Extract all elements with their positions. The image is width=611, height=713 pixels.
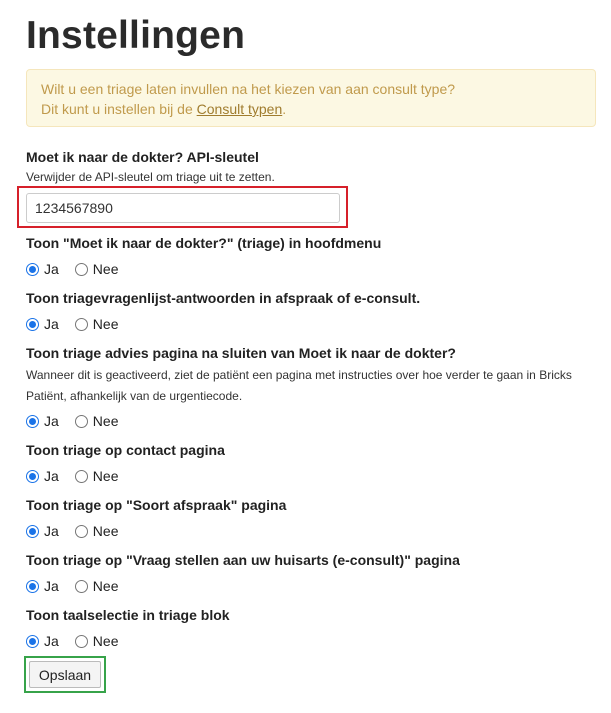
setting-radios-advice (26, 413, 134, 429)
radio-label-nee: Nee (92, 261, 119, 277)
radio-checked-icon[interactable] (26, 470, 39, 483)
alert-line-1: Wilt u een triage laten invullen na het kiezen van aan consult type? (41, 81, 456, 97)
setting-radios-answers (26, 316, 134, 332)
radio-label-nee: Nee (92, 633, 119, 649)
radio-nee-appointment-type[interactable] (75, 523, 119, 539)
radio-label-nee: Nee (92, 578, 119, 594)
consult-typen-link[interactable]: Consult typen (196, 101, 283, 117)
radio-ja-answers[interactable] (26, 316, 59, 332)
setting-radios-econsult (26, 578, 134, 594)
setting-label-econsult: Toon triage op "Vraag stellen aan uw huisarts (e-consult)" pagina (26, 552, 460, 568)
setting-label-advice: Toon triage advies pagina na sluiten van Moet ik naar de dokter? (26, 345, 456, 361)
page-title: Instellingen (26, 14, 246, 57)
radio-checked-icon[interactable] (26, 415, 39, 428)
setting-radios-contact (26, 468, 134, 484)
radio-unchecked-icon[interactable] (75, 263, 88, 276)
radio-ja-advice[interactable] (26, 413, 59, 429)
info-alert (26, 69, 596, 127)
setting-help-advice-2: Patiënt, afhankelijk van de urgentiecode. (26, 389, 243, 403)
radio-ja-language[interactable] (26, 633, 59, 649)
alert-line-2-prefix: Dit kunt u instellen bij de (41, 101, 197, 117)
radio-label-nee: Nee (92, 316, 119, 332)
setting-radios-menu (26, 261, 134, 277)
api-key-input[interactable] (26, 193, 340, 223)
radio-ja-econsult[interactable] (26, 578, 59, 594)
setting-advice-page (26, 345, 572, 407)
radio-nee-contact[interactable] (75, 468, 119, 484)
setting-radios-language (26, 633, 134, 649)
radio-nee-language[interactable] (75, 633, 119, 649)
radio-label-nee: Nee (92, 468, 119, 484)
setting-help-advice-1: Wanneer dit is geactiveerd, ziet de patiënt een pagina met instructies over hoe verder te gaan in Bricks (26, 368, 572, 382)
radio-nee-econsult[interactable] (75, 578, 119, 594)
radio-unchecked-icon[interactable] (75, 580, 88, 593)
radio-unchecked-icon[interactable] (75, 525, 88, 538)
api-key-label: Moet ik naar de dokter? API-sleutel (26, 149, 259, 165)
radio-label-ja: Ja (44, 578, 59, 594)
setting-label-answers: Toon triagevragenlijst-antwoorden in afspraak of e-consult. (26, 290, 421, 306)
api-key-section (26, 149, 275, 188)
radio-checked-icon[interactable] (26, 318, 39, 331)
radio-ja-menu[interactable] (26, 261, 59, 277)
setting-label-contact: Toon triage op contact pagina (26, 442, 225, 458)
alert-line-2-suffix: . (282, 101, 287, 117)
radio-label-nee: Nee (92, 413, 119, 429)
setting-radios-appointment-type (26, 523, 134, 539)
radio-nee-menu[interactable] (75, 261, 119, 277)
radio-nee-answers[interactable] (75, 316, 119, 332)
radio-ja-appointment-type[interactable] (26, 523, 59, 539)
setting-label-menu: Toon "Moet ik naar de dokter?" (triage) in hoofdmenu (26, 235, 382, 251)
save-button[interactable]: Opslaan (29, 661, 101, 688)
radio-checked-icon[interactable] (26, 580, 39, 593)
radio-unchecked-icon[interactable] (75, 470, 88, 483)
radio-label-ja: Ja (44, 261, 59, 277)
radio-label-ja: Ja (44, 523, 59, 539)
radio-label-ja: Ja (44, 468, 59, 484)
radio-nee-advice[interactable] (75, 413, 119, 429)
radio-unchecked-icon[interactable] (75, 415, 88, 428)
radio-label-ja: Ja (44, 413, 59, 429)
radio-checked-icon[interactable] (26, 525, 39, 538)
radio-unchecked-icon[interactable] (75, 318, 88, 331)
radio-checked-icon[interactable] (26, 263, 39, 276)
radio-label-ja: Ja (44, 633, 59, 649)
radio-label-nee: Nee (92, 523, 119, 539)
setting-label-language: Toon taalselectie in triage blok (26, 607, 230, 623)
setting-label-appointment-type: Toon triage op "Soort afspraak" pagina (26, 497, 287, 513)
alert-line-2 (41, 99, 581, 119)
radio-checked-icon[interactable] (26, 635, 39, 648)
radio-label-ja: Ja (44, 316, 59, 332)
radio-unchecked-icon[interactable] (75, 635, 88, 648)
radio-ja-contact[interactable] (26, 468, 59, 484)
api-key-help: Verwijder de API-sleutel om triage uit te zetten. (26, 170, 275, 184)
